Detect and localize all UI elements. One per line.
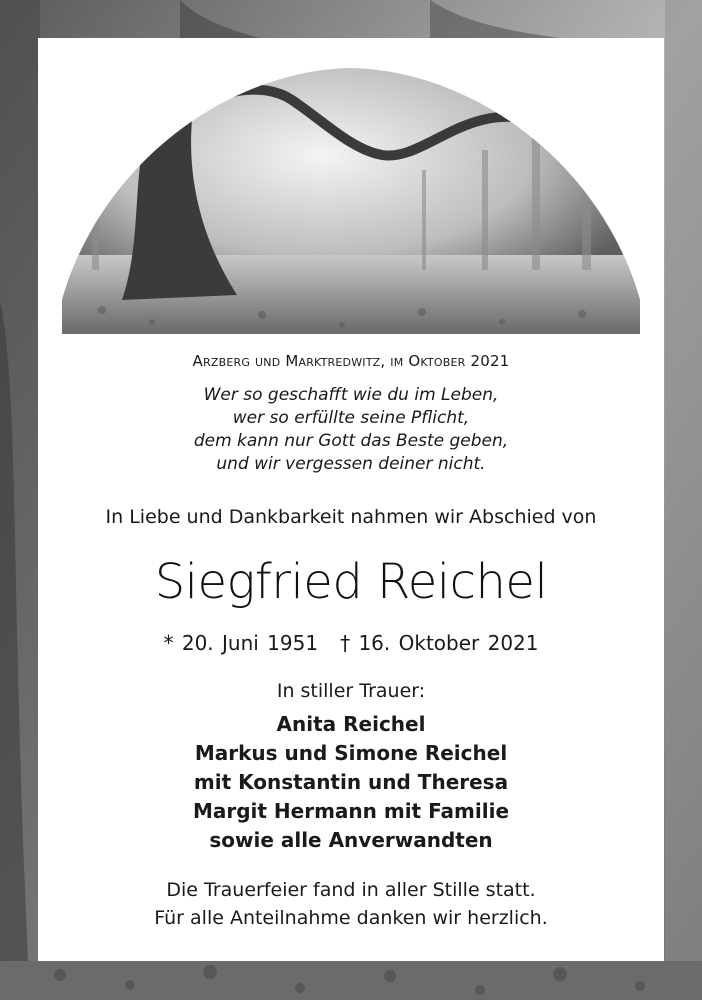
deceased-name: Siegfried Reichel [154, 554, 548, 610]
death-date: † 16. Oktober 2021 [340, 631, 539, 655]
poem-line: dem kann nur Gott das Beste geben, [193, 431, 509, 451]
farewell-intro: In Liebe und Dankbarkeit nahmen wir Abschied von [105, 506, 597, 528]
closing-line: Die Trauerfeier fand in aller Stille statt. [166, 879, 536, 901]
life-dates [38, 631, 664, 655]
family-line: mit Konstantin und Theresa [193, 770, 509, 794]
family-line: sowie alle Anverwandten [209, 828, 493, 852]
poem-line: Wer so geschafft wie du im Leben, [203, 385, 499, 405]
place-date-line: Arzberg und Marktredwitz, im Oktober 2021 [192, 352, 510, 370]
family-line: Margit Hermann mit Familie [192, 799, 510, 823]
closing-text [38, 876, 664, 932]
family-line: Markus und Simone Reichel [194, 741, 508, 765]
family-line: Anita Reichel [276, 712, 426, 736]
header-tree-image [62, 60, 640, 334]
poem-line: wer so erfüllte seine Pflicht, [232, 408, 470, 428]
family-list [38, 710, 664, 855]
mourning-label: In stiller Trauer: [276, 680, 426, 702]
poem [38, 384, 664, 476]
closing-line: Für alle Anteilnahme danken wir herzlich. [154, 907, 548, 929]
birth-date: * 20. Juni 1951 [163, 631, 319, 655]
poem-line: und wir vergessen deiner nicht. [216, 454, 486, 474]
